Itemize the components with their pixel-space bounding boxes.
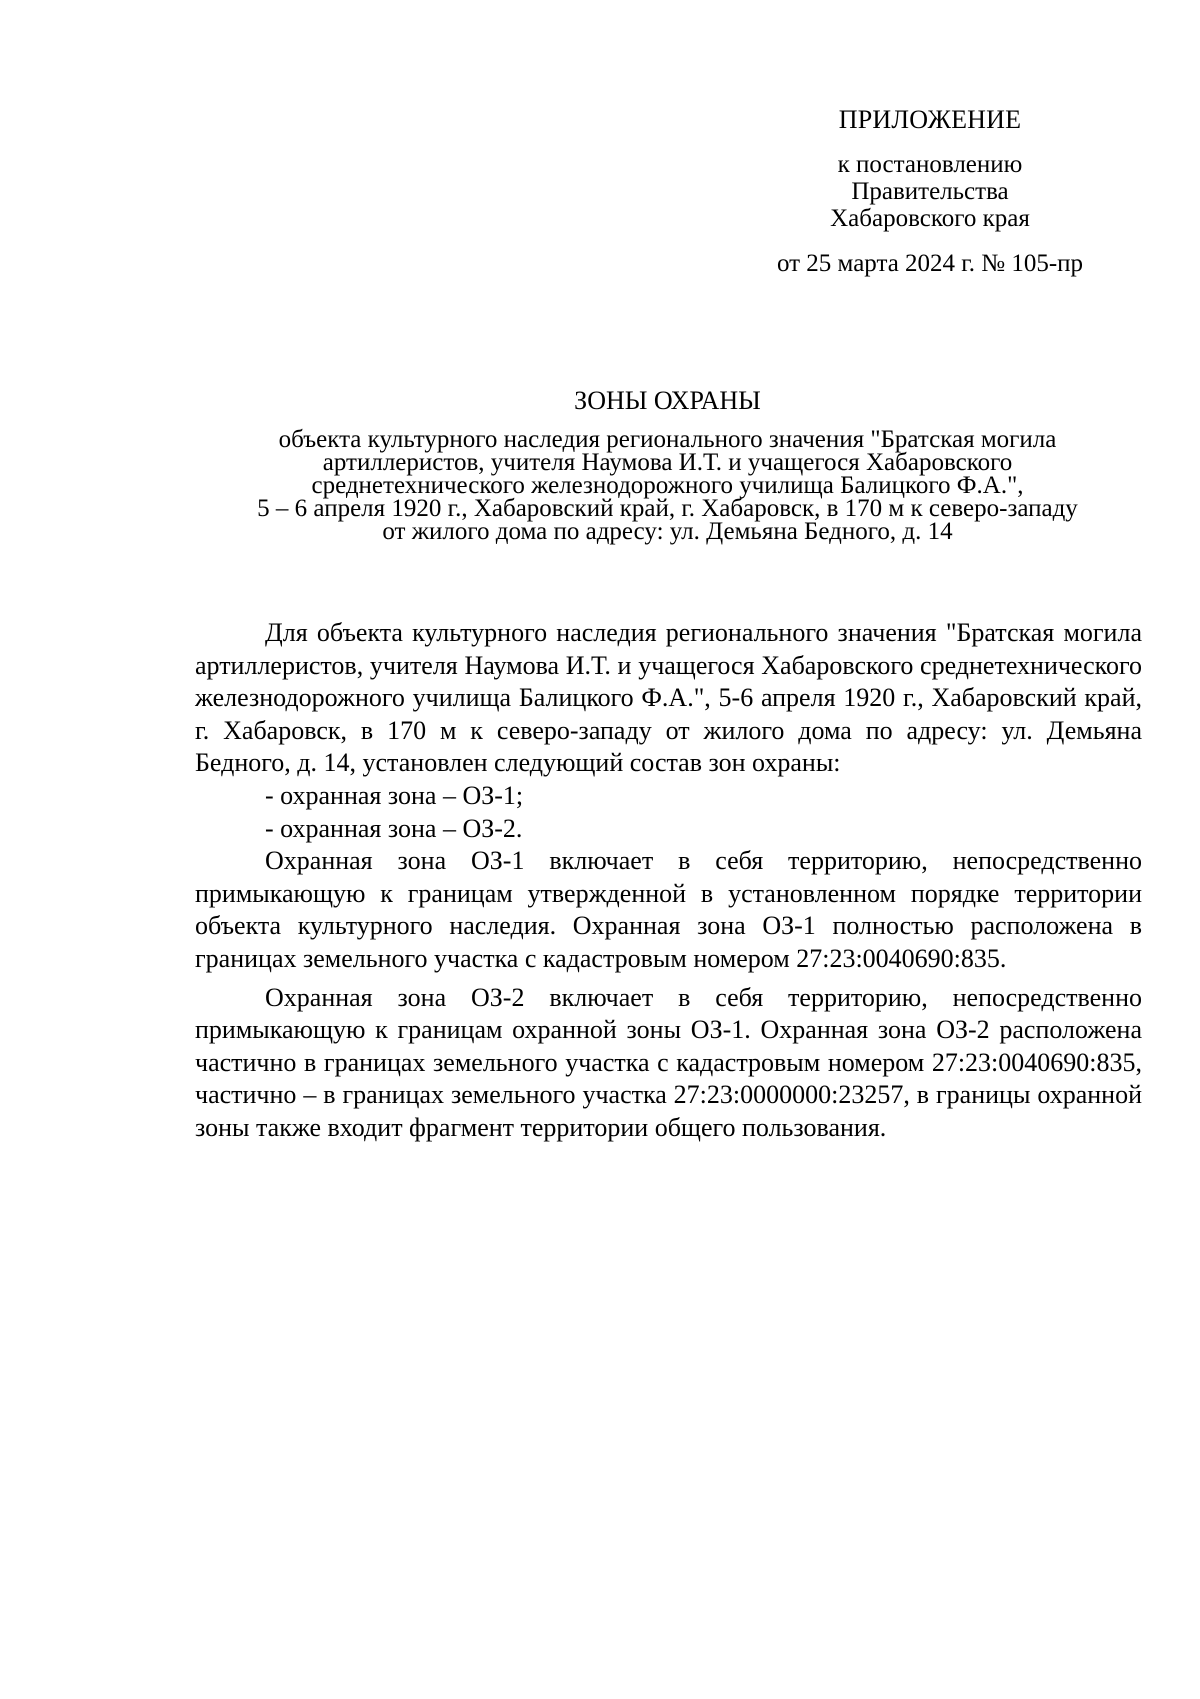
document-subtitle xyxy=(120,428,1200,543)
subtitle-line: среднетехнического железнодорожного училища Балицкого Ф.А.", xyxy=(311,472,1024,499)
appendix-label: ПРИЛОЖЕНИЕ xyxy=(838,105,1022,134)
appendix-line-resolution: к постановлению xyxy=(837,151,1023,178)
appendix-date-number: от 25 марта 2024 г. № 105-пр xyxy=(776,250,1084,277)
subtitle-line: от жилого дома по адресу: ул. Демьяна Бедного, д. 14 xyxy=(382,518,953,545)
zone-list-item: - охранная зона – ОЗ-2. xyxy=(265,813,523,843)
zone-list-item: - охранная зона – ОЗ-1; xyxy=(265,780,524,810)
appendix-header xyxy=(740,106,1120,277)
paragraph-oz2: Охранная зона ОЗ-2 включает в себя территорию, непосредственно примыкающую к границам охранной зоны ОЗ-1. Охранная зона ОЗ-2 расположена частично в границах земельного участка с кадастровым номером 27:23:0040690:835, частично – в границах земельного участка 27:23:0000000:23257, в границы охранной зоны также входит фрагмент территории общего пользования. xyxy=(195,982,1142,1142)
document-body xyxy=(195,617,1142,1145)
document-title: ЗОНЫ ОХРАНЫ xyxy=(574,386,761,415)
paragraph-oz1: Охранная зона ОЗ-1 включает в себя территорию, непосредственно примыкающую к границам утвержденной в установленном порядке территории объекта культурного наследия. Охранная зона ОЗ-1 полностью расположена в границах земельного участка с кадастровым номером 27:23:0040690:835. xyxy=(195,846,1142,973)
intro-paragraph: Для объекта культурного наследия регионального значения "Братская могила артиллеристов, учителя Наумова И.Т. и учащегося Хабаровского среднетехнического железнодорожного училища Балицкого Ф.А.", 5-6 апреля 1920 г., Хабаровский край, г. Хабаровск, в 170 м к северо-западу от жилого дома по адресу: ул. Демьяна Бедного, д. 14, установлен следующий состав зон охраны: xyxy=(195,618,1142,778)
subtitle-line: 5 – 6 апреля 1920 г., Хабаровский край, г. Хабаровск, в 170 м к северо-западу xyxy=(257,495,1078,522)
subtitle-line: объекта культурного наследия регионального значения "Братская могила xyxy=(278,426,1057,453)
appendix-line-government: Правительства xyxy=(851,178,1009,205)
appendix-line-region: Хабаровского края xyxy=(830,205,1030,232)
subtitle-line: артиллеристов, учителя Наумова И.Т. и учащегося Хабаровского xyxy=(322,449,1013,476)
